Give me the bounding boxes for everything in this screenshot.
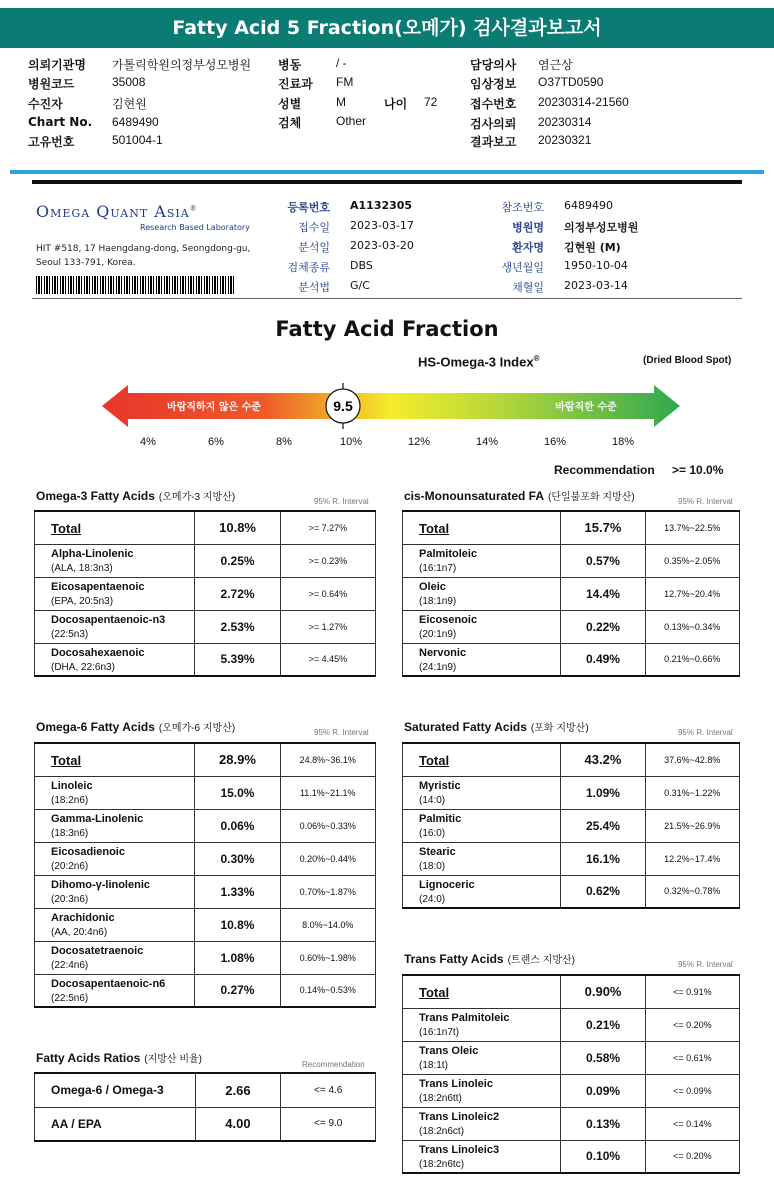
omega3-title: Omega-3 Fatty Acids (오메가-3 지방산) bbox=[36, 489, 236, 503]
table-row bbox=[35, 809, 376, 842]
cismono-ri-label: 95% R. Interval bbox=[678, 497, 733, 506]
result-value: 0.13% bbox=[561, 1107, 645, 1140]
saturated-table bbox=[402, 742, 740, 909]
reference-range: >= 4.45% bbox=[280, 643, 375, 676]
lab-info-value: 2023-03-14 bbox=[564, 279, 628, 292]
reference-range: 24.8%~36.1% bbox=[280, 743, 375, 776]
reference-range: >= 0.64% bbox=[280, 577, 375, 610]
reference-range: 0.20%~0.44% bbox=[280, 842, 375, 875]
divider-thin bbox=[32, 298, 742, 299]
header-value: 20230314-21560 bbox=[538, 95, 629, 109]
reference-range: <= 0.20% bbox=[645, 1140, 739, 1173]
reference-range: 11.1%~21.1% bbox=[280, 776, 375, 809]
bad-level-label: 바람직하지 않은 수준 bbox=[167, 402, 261, 413]
reference-range: >= 0.23% bbox=[280, 544, 375, 577]
fatty-acid-code: (16:1n7t) bbox=[419, 1027, 460, 1038]
recommendation-value: >= 10.0% bbox=[672, 463, 724, 477]
header-value: 20230314 bbox=[538, 115, 592, 129]
ratios-table bbox=[34, 1072, 376, 1142]
table-row bbox=[35, 1073, 376, 1107]
fatty-acid-code: (16:1n7) bbox=[419, 563, 457, 574]
fatty-acid-code: (22:5n3) bbox=[51, 629, 89, 640]
fatty-acid-code: (18:2n6ct) bbox=[419, 1126, 465, 1137]
trans-ri-label: 95% R. Interval bbox=[678, 960, 733, 969]
scale-tick: 8% bbox=[276, 436, 292, 448]
index-title: HS-Omega-3 Index® bbox=[418, 354, 540, 370]
header-value: O37TD0590 bbox=[538, 75, 604, 89]
ratio-value: 2.66 bbox=[195, 1073, 281, 1107]
fatty-acid-name: Eicosenoic (20:1n9) bbox=[403, 610, 561, 643]
omega6-ri-label: 95% R. Interval bbox=[314, 728, 369, 737]
reference-range: 21.5%~26.9% bbox=[645, 809, 739, 842]
result-value: 2.72% bbox=[195, 577, 280, 610]
result-value: 0.06% bbox=[195, 809, 280, 842]
fatty-acid-code: (14:0) bbox=[419, 795, 446, 806]
table-row bbox=[403, 1008, 740, 1041]
total-row bbox=[35, 511, 376, 544]
fatty-acid-name: Arachidonic (AA, 20:4n6) bbox=[35, 908, 195, 941]
fatty-acid-name: Stearic (18:0) bbox=[403, 842, 561, 875]
reference-range: >= 7.27% bbox=[280, 511, 375, 544]
lab-info-label: 분석법 bbox=[298, 281, 330, 294]
fatty-acid-name: Trans Linoleic2 (18:2n6ct) bbox=[403, 1107, 561, 1140]
result-value: 0.09% bbox=[561, 1074, 645, 1107]
table-row bbox=[403, 577, 740, 610]
result-value: 0.30% bbox=[195, 842, 280, 875]
scale-tick: 12% bbox=[407, 436, 431, 448]
lab-info-label: 검체종류 bbox=[287, 261, 330, 274]
result-value: 1.08% bbox=[195, 941, 280, 974]
result-value: 14.4% bbox=[561, 577, 645, 610]
header-label: 수진자 bbox=[28, 97, 63, 111]
total-row bbox=[35, 743, 376, 776]
omega3-index-scale bbox=[102, 383, 680, 429]
result-value: 2.53% bbox=[195, 610, 280, 643]
fatty-acid-code: (AA, 20:4n6) bbox=[51, 927, 108, 938]
result-value: 0.21% bbox=[561, 1008, 645, 1041]
age-label: 나이 bbox=[384, 97, 408, 111]
fatty-acid-code: (18:1t) bbox=[419, 1060, 448, 1071]
table-row bbox=[35, 908, 376, 941]
lab-info-label: 병원명 bbox=[512, 221, 544, 234]
header-value: 20230321 bbox=[538, 133, 592, 147]
reference-range: >= 1.27% bbox=[280, 610, 375, 643]
fatty-acid-name: Alpha-Linolenic (ALA, 18:3n3) bbox=[35, 544, 195, 577]
saturated-title: Saturated Fatty Acids (포화 지방산) bbox=[404, 720, 589, 734]
reference-range: 0.60%~1.98% bbox=[280, 941, 375, 974]
fatty-acid-name: Palmitoleic (16:1n7) bbox=[403, 544, 561, 577]
fatty-acid-name: Eicosapentaenoic (EPA, 20:5n3) bbox=[35, 577, 195, 610]
recommendation-label: Recommendation bbox=[554, 463, 655, 477]
table-row bbox=[403, 776, 740, 809]
lab-info-label: 채혈일 bbox=[512, 281, 544, 294]
header-label: 병원코드 bbox=[28, 77, 75, 91]
header-label: 성별 bbox=[278, 97, 302, 111]
good-level-label: 바람직한 수준 bbox=[555, 402, 617, 413]
header-label: Chart No. bbox=[28, 115, 93, 129]
divider-black bbox=[32, 180, 742, 184]
table-row bbox=[403, 544, 740, 577]
fatty-acid-name: Trans Linoleic (18:2n6tt) bbox=[403, 1074, 561, 1107]
lab-info-value: 6489490 bbox=[564, 199, 613, 212]
index-value: 9.5 bbox=[333, 398, 353, 414]
fatty-acid-code: (20:1n9) bbox=[419, 629, 457, 640]
table-row bbox=[403, 610, 740, 643]
fatty-acid-code: (18:0) bbox=[419, 861, 446, 872]
result-value: 15.0% bbox=[195, 776, 280, 809]
result-value: 25.4% bbox=[561, 809, 645, 842]
scale-tick: 14% bbox=[475, 436, 499, 448]
header-value: 김현원 bbox=[112, 97, 147, 111]
lab-info-label: 접수일 bbox=[298, 221, 330, 234]
table-row bbox=[35, 776, 376, 809]
lab-info-value: 의정부성모병원 bbox=[564, 221, 639, 234]
cismono-table bbox=[402, 510, 740, 677]
result-value: 5.39% bbox=[195, 643, 280, 676]
omega6-title: Omega-6 Fatty Acids (오메가-6 지방산) bbox=[36, 720, 236, 734]
fatty-acid-name: Nervonic (24:1n9) bbox=[403, 643, 561, 676]
fatty-acid-name: Total bbox=[35, 743, 195, 776]
reference-range: <= 0.61% bbox=[645, 1041, 739, 1074]
scale-tick: 18% bbox=[611, 436, 635, 448]
result-value: 43.2% bbox=[561, 743, 645, 776]
result-value: 10.8% bbox=[195, 511, 280, 544]
trans-title: Trans Fatty Acids (트랜스 지방산) bbox=[404, 952, 575, 966]
fatty-acid-name: Docosahexaenoic (DHA, 22:6n3) bbox=[35, 643, 195, 676]
fatty-acid-name: Total bbox=[35, 511, 195, 544]
table-row bbox=[35, 544, 376, 577]
result-value: 0.49% bbox=[561, 643, 645, 676]
reference-range: <= 0.14% bbox=[645, 1107, 739, 1140]
table-row bbox=[403, 1074, 740, 1107]
fatty-acid-code: (18:1n9) bbox=[419, 596, 457, 607]
omega3-ri-label: 95% R. Interval bbox=[314, 497, 369, 506]
header-label: 진료과 bbox=[278, 77, 313, 91]
reference-range: 8.0%~14.0% bbox=[280, 908, 375, 941]
scale-tick: 16% bbox=[543, 436, 567, 448]
fatty-acid-name: Docosapentaenoic-n3 (22:5n3) bbox=[35, 610, 195, 643]
fatty-acid-name: Myristic (14:0) bbox=[403, 776, 561, 809]
reference-range: 0.31%~1.22% bbox=[645, 776, 739, 809]
total-row bbox=[403, 743, 740, 776]
table-row bbox=[35, 643, 376, 676]
header-value: 6489490 bbox=[112, 115, 159, 129]
reference-range: <= 0.20% bbox=[645, 1008, 739, 1041]
table-row bbox=[403, 842, 740, 875]
header-value: 501004-1 bbox=[112, 133, 163, 147]
result-value: 0.58% bbox=[561, 1041, 645, 1074]
result-value: 1.09% bbox=[561, 776, 645, 809]
lab-info-value: 김현원 (M) bbox=[564, 241, 621, 254]
report-title-bar bbox=[0, 8, 774, 48]
result-value: 28.9% bbox=[195, 743, 280, 776]
table-row bbox=[35, 974, 376, 1007]
reference-range: 0.13%~0.34% bbox=[645, 610, 739, 643]
fatty-acid-name: Trans Oleic (18:1t) bbox=[403, 1041, 561, 1074]
fatty-acid-name: Total bbox=[403, 975, 561, 1008]
barcode bbox=[36, 276, 236, 294]
reference-range: <= 0.91% bbox=[645, 975, 739, 1008]
fatty-acid-name: Eicosadienoic (20:2n6) bbox=[35, 842, 195, 875]
lab-info-value: 1950-10-04 bbox=[564, 259, 628, 272]
fatty-acid-code: (EPA, 20:5n3) bbox=[51, 596, 114, 607]
header-value: 염근상 bbox=[538, 58, 573, 72]
reference-range: 0.21%~0.66% bbox=[645, 643, 739, 676]
fatty-acid-code: (20:2n6) bbox=[51, 861, 89, 872]
reference-range: 0.14%~0.53% bbox=[280, 974, 375, 1007]
lab-address-line2: Seoul 133-791, Korea. bbox=[36, 258, 136, 268]
header-label: 검체 bbox=[278, 116, 302, 130]
reference-range: 13.7%~22.5% bbox=[645, 511, 739, 544]
lab-info-label: 분석일 bbox=[298, 241, 330, 254]
table-row bbox=[35, 842, 376, 875]
header-label: 접수번호 bbox=[470, 97, 517, 111]
header-label: 임상정보 bbox=[470, 77, 517, 91]
lab-info-value: DBS bbox=[350, 259, 373, 272]
fatty-acid-name: Dihomo-γ-linolenic (20:3n6) bbox=[35, 875, 195, 908]
fatty-acid-code: (18:2n6tc) bbox=[419, 1158, 465, 1170]
reference-range: <= 0.09% bbox=[645, 1074, 739, 1107]
fatty-acid-name: Oleic (18:1n9) bbox=[403, 577, 561, 610]
header-value: M bbox=[336, 95, 346, 109]
ratio-recommendation: <= 4.6 bbox=[281, 1073, 376, 1107]
fatty-acid-name: Docosapentaenoic-n6 (22:5n6) bbox=[35, 974, 195, 1007]
scale-tick: 10% bbox=[339, 436, 363, 448]
lab-logo-subtitle: Research Based Laboratory bbox=[140, 223, 250, 232]
fatty-acid-name: Total bbox=[403, 743, 561, 776]
divider-blue bbox=[10, 170, 764, 174]
lab-logo: Omega Quant Asia® bbox=[36, 202, 198, 221]
lab-info-label: 참조번호 bbox=[501, 201, 544, 214]
reference-range: 12.7%~20.4% bbox=[645, 577, 739, 610]
fatty-acid-code: (24:1n9) bbox=[419, 661, 457, 673]
result-value: 1.33% bbox=[195, 875, 280, 908]
header-value: 35008 bbox=[112, 75, 146, 89]
result-value: 10.8% bbox=[195, 908, 280, 941]
table-row bbox=[403, 1107, 740, 1140]
table-row bbox=[403, 1140, 740, 1173]
result-value: 0.27% bbox=[195, 974, 280, 1007]
ratio-value: 4.00 bbox=[195, 1107, 281, 1141]
fatty-acid-code: (20:3n6) bbox=[51, 894, 89, 905]
table-row bbox=[403, 1041, 740, 1074]
lab-address-line1: HIT #518, 17 Haengdang-dong, Seongdong-gu, bbox=[36, 244, 251, 254]
table-row bbox=[403, 809, 740, 842]
table-row bbox=[403, 875, 740, 908]
reference-range: 0.70%~1.87% bbox=[280, 875, 375, 908]
result-value: 0.25% bbox=[195, 544, 280, 577]
result-value: 0.22% bbox=[561, 610, 645, 643]
table-row bbox=[35, 610, 376, 643]
report-title: Fatty Acid 5 Fraction(오메가) 검사결과보고서 bbox=[172, 17, 602, 39]
fraction-title: Fatty Acid Fraction bbox=[275, 317, 499, 341]
ratio-name: Omega-6 / Omega-3 bbox=[35, 1073, 196, 1107]
scale-tick: 6% bbox=[208, 436, 224, 448]
header-label: 의뢰기관명 bbox=[28, 58, 86, 72]
fatty-acid-name: Linoleic (18:2n6) bbox=[35, 776, 195, 809]
header-value: FM bbox=[336, 75, 354, 89]
header-value: / - bbox=[336, 56, 347, 70]
omega3-table bbox=[34, 510, 376, 677]
ratios-recommendation-label: Recommendation bbox=[302, 1060, 365, 1069]
fatty-acid-code: (16:0) bbox=[419, 828, 446, 839]
trans-table bbox=[402, 974, 740, 1174]
fatty-acid-code: (DHA, 22:6n3) bbox=[51, 661, 115, 673]
fatty-acid-code: (22:5n6) bbox=[51, 992, 89, 1004]
ratio-name: AA / EPA bbox=[35, 1107, 196, 1141]
table-row bbox=[35, 875, 376, 908]
table-row bbox=[403, 643, 740, 676]
lab-info-label: 환자명 bbox=[512, 241, 544, 254]
specimen-label: (Dried Blood Spot) bbox=[643, 355, 732, 366]
fatty-acid-name: Trans Palmitoleic (16:1n7t) bbox=[403, 1008, 561, 1041]
fatty-acid-code: (18:2n6) bbox=[51, 795, 89, 806]
reference-range: 0.06%~0.33% bbox=[280, 809, 375, 842]
fatty-acid-code: (18:3n6) bbox=[51, 828, 89, 839]
table-row bbox=[35, 941, 376, 974]
header-value: 가톨릭학원의정부성모병원 bbox=[112, 58, 252, 72]
header-label: 고유번호 bbox=[28, 135, 75, 149]
table-row bbox=[35, 577, 376, 610]
result-value: 0.90% bbox=[561, 975, 645, 1008]
fatty-acid-name: Palmitic (16:0) bbox=[403, 809, 561, 842]
reference-range: 0.35%~2.05% bbox=[645, 544, 739, 577]
fatty-acid-name: Docosatetraenoic (22:4n6) bbox=[35, 941, 195, 974]
fatty-acid-code: (22:4n6) bbox=[51, 960, 89, 971]
fatty-acid-name: Total bbox=[403, 511, 561, 544]
result-value: 0.10% bbox=[561, 1140, 645, 1173]
lab-info-value: A1132305 bbox=[350, 199, 413, 212]
index-marker bbox=[326, 383, 360, 429]
total-row bbox=[403, 975, 740, 1008]
table-row bbox=[35, 1107, 376, 1141]
ratios-title: Fatty Acids Ratios (지방산 비율) bbox=[36, 1051, 202, 1065]
result-value: 15.7% bbox=[561, 511, 645, 544]
header-label: 검사의뢰 bbox=[470, 117, 517, 131]
header-label: 결과보고 bbox=[470, 135, 517, 149]
ratio-recommendation: <= 9.0 bbox=[281, 1107, 376, 1141]
result-value: 0.57% bbox=[561, 544, 645, 577]
scale-tick: 4% bbox=[140, 436, 156, 448]
fatty-acid-name: Lignoceric (24:0) bbox=[403, 875, 561, 908]
lab-info-value: 2023-03-20 bbox=[350, 239, 414, 252]
total-row bbox=[403, 511, 740, 544]
header-label: 담당의사 bbox=[470, 58, 517, 72]
reference-range: 37.6%~42.8% bbox=[645, 743, 739, 776]
fatty-acid-name: Gamma-Linolenic (18:3n6) bbox=[35, 809, 195, 842]
omega6-table bbox=[34, 742, 376, 1008]
fatty-acid-name: Trans Linoleic3 (18:2n6tc) bbox=[403, 1140, 561, 1173]
fatty-acid-code: (24:0) bbox=[419, 893, 446, 905]
result-value: 0.62% bbox=[561, 875, 645, 908]
cismono-title: cis-Monounsaturated FA (단일불포화 지방산) bbox=[404, 489, 635, 503]
header-value: Other bbox=[336, 114, 367, 128]
saturated-ri-label: 95% R. Interval bbox=[678, 728, 733, 737]
reference-range: 0.32%~0.78% bbox=[645, 875, 739, 908]
reference-range: 12.2%~17.4% bbox=[645, 842, 739, 875]
lab-info-value: G/C bbox=[350, 279, 370, 292]
fatty-acid-code: (ALA, 18:3n3) bbox=[51, 563, 113, 574]
fatty-acid-code: (18:2n6tt) bbox=[419, 1093, 462, 1104]
result-value: 16.1% bbox=[561, 842, 645, 875]
lab-info-label: 등록번호 bbox=[287, 201, 330, 214]
lab-info-label: 생년월일 bbox=[501, 261, 544, 274]
header-label: 병동 bbox=[278, 58, 302, 72]
age-value: 72 bbox=[424, 95, 438, 109]
lab-info-value: 2023-03-17 bbox=[350, 219, 414, 232]
